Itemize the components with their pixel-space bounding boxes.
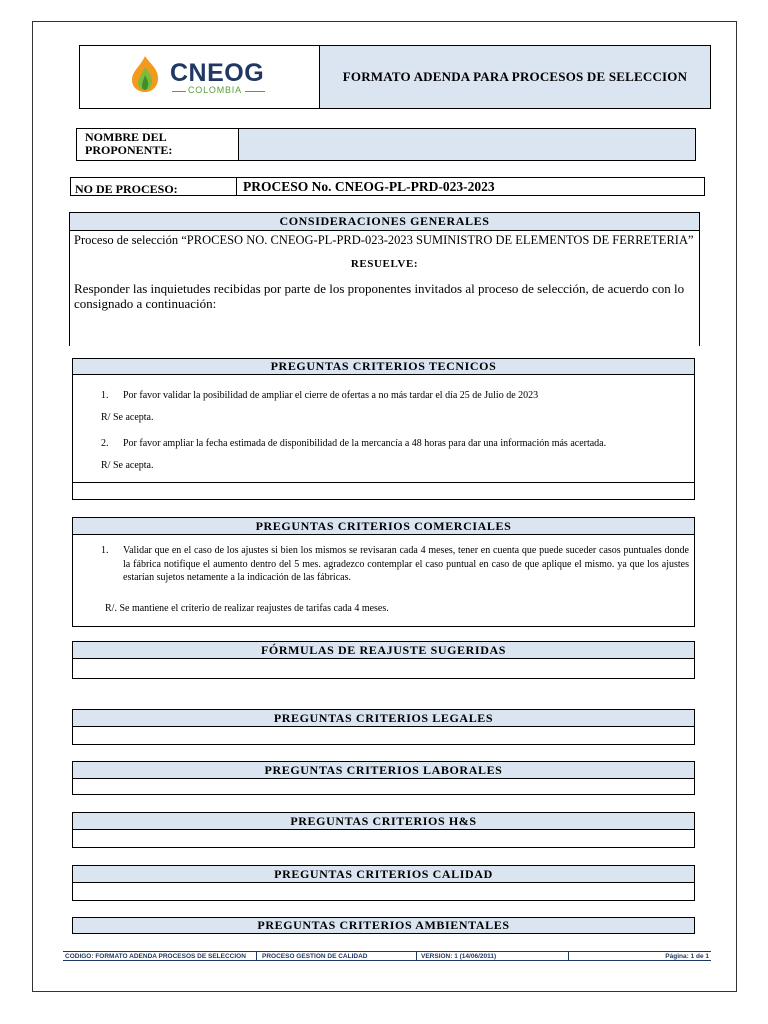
technical-item-1 (101, 385, 691, 403)
footer-bar (63, 951, 711, 961)
legal-title: PREGUNTAS CRITERIOS LEGALES (73, 710, 694, 727)
footer-divider-1 (256, 952, 257, 960)
formulas-section (72, 641, 695, 679)
form-title: FORMATO ADENDA PARA PROCESOS DE SELECCION (342, 69, 688, 84)
footer-version: VERSION: 1 (14/06/2011) (421, 953, 497, 960)
technical-item-2-num: 2. (101, 438, 109, 449)
technical-item-1-answer: R/ Se acepta. (101, 412, 154, 423)
technical-item-2-answer: R/ Se acepta. (101, 460, 154, 471)
hs-section (72, 812, 695, 848)
proponent-label-cell (77, 129, 239, 160)
environmental-section (72, 917, 695, 934)
logo-cell (79, 45, 320, 109)
logo-subtitle: COLOMBIA (188, 85, 242, 95)
footer-divider-2 (416, 952, 417, 960)
flame-icon (128, 55, 162, 93)
commercial-item-num: 1. (101, 545, 109, 556)
environmental-title: PREGUNTAS CRITERIOS AMBIENTALES (73, 918, 694, 933)
legal-section (72, 709, 695, 745)
general-title: CONSIDERACIONES GENERALES (70, 213, 699, 231)
footer-page: Página: 1 de 1 (665, 953, 709, 960)
commercial-section (72, 517, 695, 627)
proponent-value[interactable] (243, 133, 683, 155)
technical-empty-row (73, 482, 694, 483)
process-value: PROCESO No. CNEOG-PL-PRD-023-2023 (243, 179, 495, 194)
technical-title: PREGUNTAS CRITERIOS TECNICOS (73, 359, 694, 375)
process-box (70, 177, 705, 196)
proponent-box (76, 128, 696, 161)
logo-name: CNEOG (170, 59, 265, 87)
labor-title: PREGUNTAS CRITERIOS LABORALES (73, 762, 694, 779)
logo-rule-left (172, 91, 186, 92)
footer-divider-3 (568, 952, 569, 960)
technical-item-1-question: Por favor validar la posibilidad de ampliar el cierre de ofertas a no más tardar el día 25 de Julio de 2023 (123, 390, 539, 401)
commercial-title: PREGUNTAS CRITERIOS COMERCIALES (73, 518, 694, 535)
process-label: NO DE PROCESO: (75, 182, 178, 196)
form-title-cell (319, 45, 711, 109)
quality-title: PREGUNTAS CRITERIOS CALIDAD (73, 866, 694, 883)
technical-item-2-question: Por favor ampliar la fecha estimada de disponibilidad de la mercancía a 48 horas para dar una información más acertada. (123, 438, 607, 449)
footer-process: PROCESO GESTION DE CALIDAD (262, 953, 368, 960)
general-body: Responder las inquietudes recibidas por parte de los proponentes invitados al proceso de selección, de acuerdo con lo consignado a continuación: (74, 281, 685, 311)
commercial-answer: R/. Se mantiene el criterio de realizar reajustes de tarifas cada 4 meses. (105, 603, 389, 614)
labor-section (72, 761, 695, 795)
footer-code: CODIGO: FORMATO ADENDA PROCESOS DE SELECCION (65, 953, 246, 960)
quality-section (72, 865, 695, 901)
hs-title: PREGUNTAS CRITERIOS H&S (73, 813, 694, 830)
logo-rule-right (245, 91, 265, 92)
formulas-title: FÓRMULAS DE REAJUSTE SUGERIDAS (73, 642, 694, 659)
general-section (69, 212, 700, 346)
technical-section (72, 358, 695, 500)
general-resolve: RESUELVE: (350, 258, 419, 270)
proponent-label: NOMBRE DEL PROPONENTE: (85, 130, 173, 157)
process-label-cell (71, 178, 237, 195)
general-intro: Proceso de selección “PROCESO NO. CNEOG-PL-PRD-023-2023 SUMINISTRO DE ELEMENTOS DE FERRETERIA” (74, 233, 694, 247)
commercial-question: Validar que en el caso de los ajustes si bien los mismos se revisaran cada 4 meses, tener en cuenta que puede suceder casos puntuales donde la fábrica notifique el aumento dentro del 5 mes. agradezco contemplar el caso puntual en caso de que aplique el mismo. ya que los ajustes estarían sujetos netamente a la indicación de las fábricas. (123, 545, 689, 583)
technical-item-1-num: 1. (101, 390, 109, 401)
technical-item-2 (101, 433, 696, 451)
